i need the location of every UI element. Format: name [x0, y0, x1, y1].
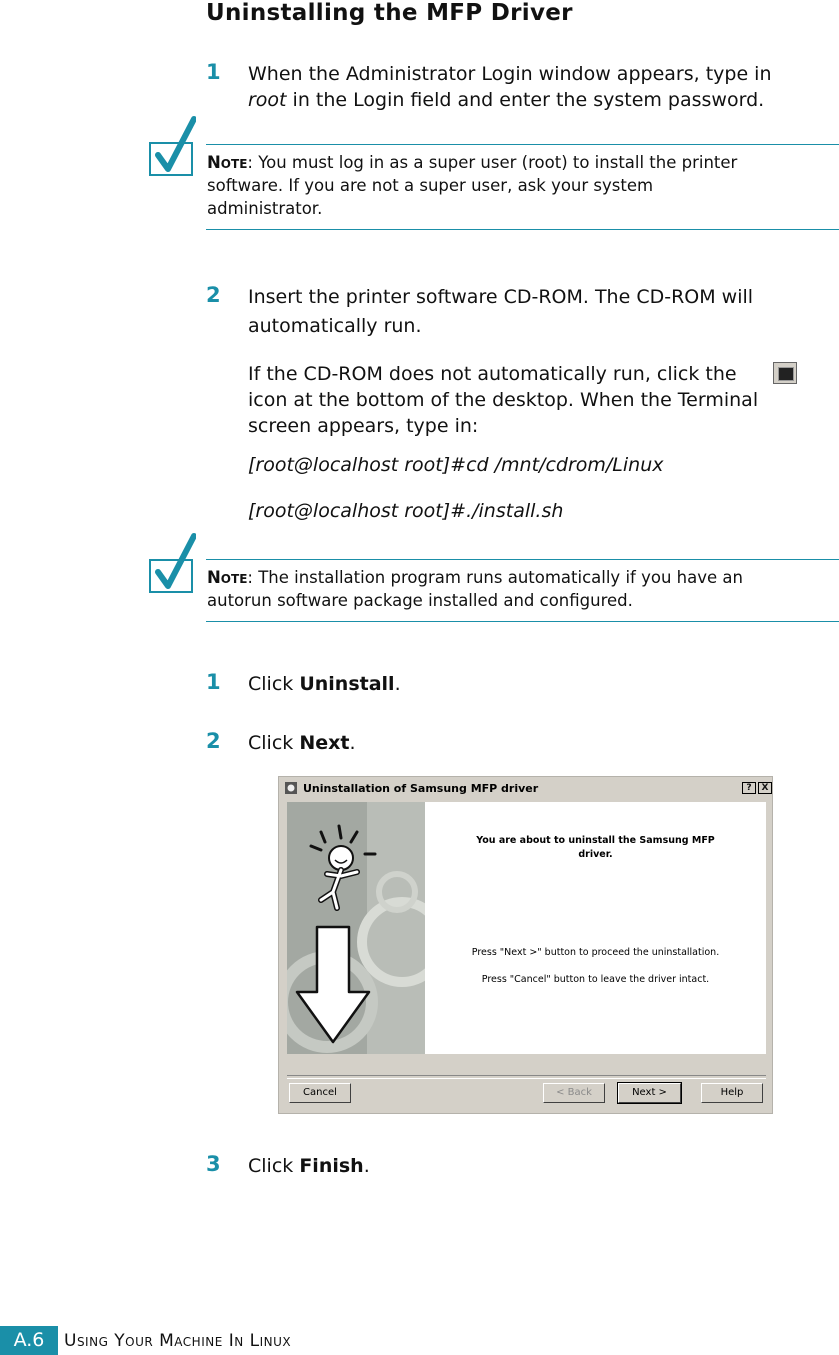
step-number: 1: [206, 670, 221, 694]
command-line-2: [root@localhost root]#./install.sh: [248, 500, 564, 522]
step-extra-text: If the CD-ROM does not automatically run, click the icon at the bottom of the desktop. When the Terminal screen appears, type in:: [248, 363, 759, 437]
dialog-titlebar: [283, 781, 769, 797]
note-bottom-rule: [206, 621, 839, 622]
step-text: Click Uninstall.: [248, 673, 401, 695]
step-text: Click Finish.: [248, 1155, 370, 1177]
close-button[interactable]: X: [758, 782, 772, 794]
dialog-title: Uninstallation of Samsung MFP driver: [303, 782, 539, 795]
dialog-message-area: [425, 802, 766, 1054]
step-text: Click Next.: [248, 732, 356, 754]
step-number: 1: [206, 60, 221, 84]
note-1: Note: You must log in as a super user (root) to install the printer software. If you are not a super user, ask your system administrator.: [207, 153, 738, 218]
checkmark-icon: [146, 113, 196, 177]
cancel-button[interactable]: Cancel: [289, 1083, 351, 1103]
note-2: Note: The installation program runs automatically if you have an autorun software package installed and configured.: [207, 568, 743, 610]
dialog-illustration: [287, 802, 425, 1054]
footer-section-title: Using Your Machine In Linux: [64, 1331, 292, 1351]
note-bottom-rule: [206, 229, 839, 230]
step-text: Insert the printer software CD-ROM. The CD-ROM will automatically run.: [248, 286, 754, 337]
back-button[interactable]: < Back: [543, 1083, 605, 1103]
step-number: 2: [206, 729, 221, 753]
note-top-rule: [206, 559, 839, 560]
dialog-separator: [287, 1075, 766, 1079]
step-number: 2: [206, 283, 221, 307]
page-number-badge: A.6: [0, 1326, 58, 1355]
command-line-1: [root@localhost root]#cd /mnt/cdrom/Linux: [248, 454, 664, 476]
note-top-rule: [206, 144, 839, 145]
terminal-icon: [773, 362, 797, 384]
dialog-message-main: You are about to uninstall the Samsung MFP driver.: [476, 835, 715, 860]
uninstall-dialog-screenshot: [278, 776, 773, 1114]
checkmark-icon: [146, 530, 196, 594]
step-text: When the Administrator Login window appears, type in root in the Login field and enter the system password.: [248, 63, 772, 111]
dialog-message-next: Press "Next >" button to proceed the uninstallation.: [471, 947, 720, 958]
help-button[interactable]: Help: [701, 1083, 763, 1103]
dialog-message-cancel: Press "Cancel" button to leave the driver intact.: [481, 974, 710, 985]
help-question-button[interactable]: ?: [742, 782, 756, 794]
next-button[interactable]: Next >: [618, 1083, 681, 1103]
page-title: Uninstalling the MFP Driver: [206, 0, 573, 26]
step-number: 3: [206, 1152, 221, 1176]
app-icon: [285, 782, 297, 794]
